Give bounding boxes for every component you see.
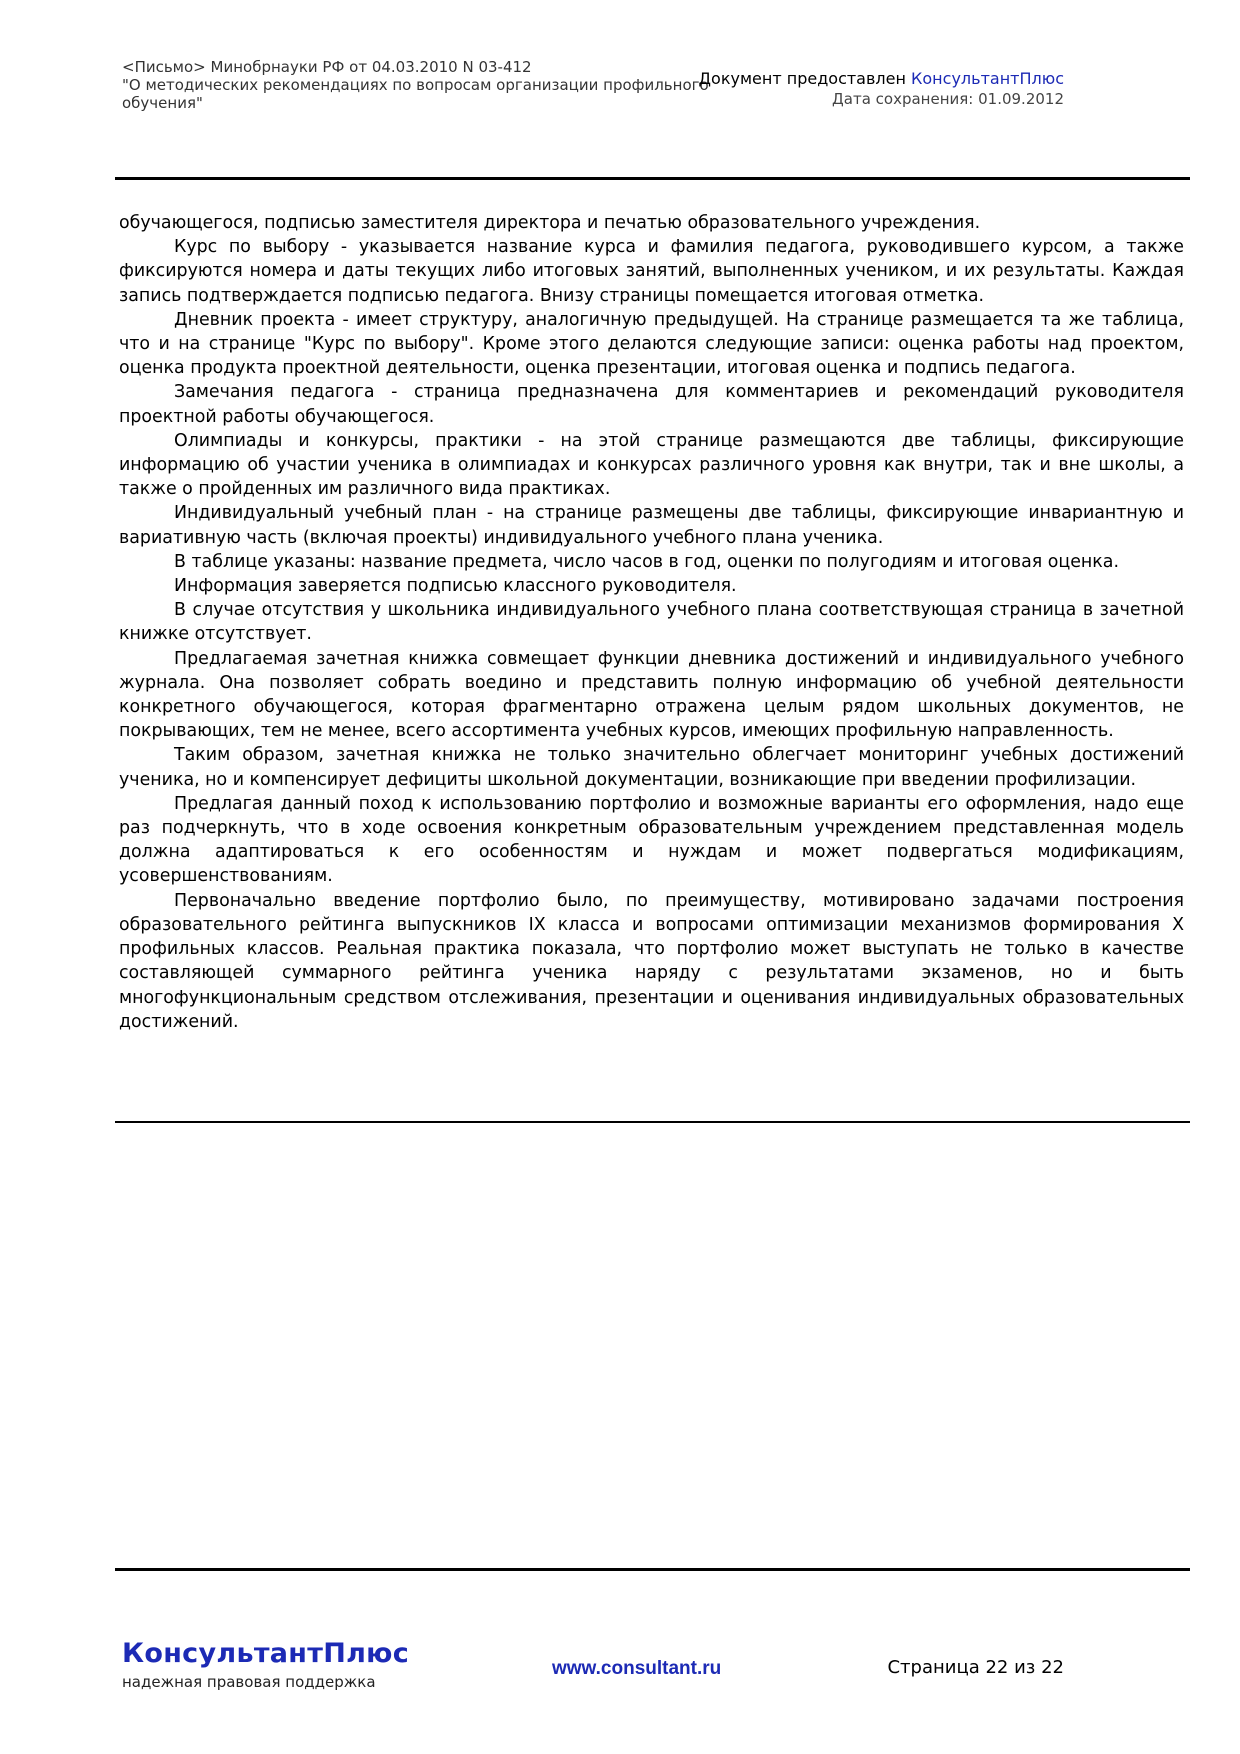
doc-title-line-3: обучения" [122, 94, 203, 112]
header-divider [115, 177, 1190, 180]
doc-title-line-1: <Письмо> Минобрнауки РФ от 04.03.2010 N 03-412 [122, 58, 532, 76]
paragraph: Таким образом, зачетная книжка не только значительно облегчает мониторинг учебных достижений ученика, но и компенсирует дефициты школьной документации, возникающие при введении профилизации. [119, 745, 1184, 790]
provider-brand-link[interactable]: КонсультантПлюс [911, 69, 1064, 88]
website-link[interactable]: www.consultant.ru [552, 1658, 722, 1679]
provider-info [699, 69, 1064, 109]
paragraph: Олимпиады и конкурсы, практики - на этой странице размещаются две таблицы, фиксирующие информацию об участии ученика в олимпиадах и конкурсах различного уровня как внутри, так и вне школы, а также о пройденных им различного вида практиках. [119, 430, 1184, 500]
paragraph: Информация заверяется подписью классного руководителя. [174, 576, 737, 597]
logo-tagline: надежная правовая поддержка [122, 1673, 376, 1691]
content-end-divider [115, 1121, 1190, 1123]
paragraph: Дневник проекта - имеет структуру, аналогичную предыдущей. На странице размещается та же таблица, что и на странице "Курс по выбору". Кроме этого делаются следующие записи: оценка работы над проектом, оценка продукта проектной деятельности, оценка презентации, итоговая оценка и подпись педагога. [119, 309, 1184, 379]
footer-divider [115, 1568, 1190, 1571]
page-number: Страница 22 из 22 [887, 1657, 1064, 1678]
logo-name: КонсультантПлюс [122, 1638, 410, 1669]
paragraph: Предлагаемая зачетная книжка совмещает функции дневника достижений и индивидуального учебного журнала. Она позволяет собрать воедино и представить полную информацию об учебной деятельности конкретного обучающегося, которая фрагментарно отражена целым рядом школьных документов, не покрывающих, тем не менее, всего ассортимента учебных курсов, имеющих профильную направленность. [119, 648, 1184, 742]
provided-by-label: Документ предоставлен [698, 69, 912, 88]
footer-logo [122, 1638, 409, 1692]
paragraph: обучающегося, подписью заместителя директора и печатью образовательного учреждения. [119, 213, 981, 233]
paragraph: Первоначально введение портфолио было, по преимуществу, мотивировано задачами построения образовательного рейтинга выпускников IX класса и вопросами оптимизации механизмов формирования X профильных классов. Реальная практика показала, что портфолио может выступать не только в качестве составляющей суммарного рейтинга ученика наряду с результатами экзаменов, но и быть многофункциональным средством отслеживания, презентации и оценивания индивидуальных образовательных достижений. [119, 890, 1184, 1032]
save-date: Дата сохранения: 01.09.2012 [832, 90, 1064, 108]
paragraph: В таблице указаны: название предмета, число часов в год, оценки по полугодиям и итоговая оценка. [174, 551, 1119, 572]
doc-title-line-2: "О методических рекомендациях по вопросам организации профильного [122, 76, 709, 94]
paragraph: В случае отсутствия у школьника индивидуального учебного плана соответствующая страница в зачетной книжке отсутствует. [119, 600, 1184, 645]
document-title [122, 58, 722, 112]
paragraph: Замечания педагога - страница предназначена для комментариев и рекомендаций руководителя проектной работы обучающегося. [119, 382, 1184, 427]
document-body [119, 211, 1184, 1034]
paragraph: Индивидуальный учебный план - на странице размещены две таблицы, фиксирующие инвариантную и вариативную часть (включая проекты) индивидуального учебного плана ученика. [119, 503, 1184, 548]
paragraph: Предлагая данный поход к использованию портфолио и возможные варианты его оформления, надо еще раз подчеркнуть, что в ходе освоения конкретным образовательным учреждением представленная модель должна адаптироваться к его особенностям и нуждам и может подвергаться модификациям, усовершенствованиям. [119, 793, 1184, 887]
paragraph: Курс по выбору - указывается название курса и фамилия педагога, руководившего курсом, а также фиксируются номера и даты текущих либо итоговых занятий, выполненных учеником, и их результаты. Каждая запись подтверждается подписью педагога. Внизу страницы помещается итоговая отметка. [119, 237, 1184, 306]
